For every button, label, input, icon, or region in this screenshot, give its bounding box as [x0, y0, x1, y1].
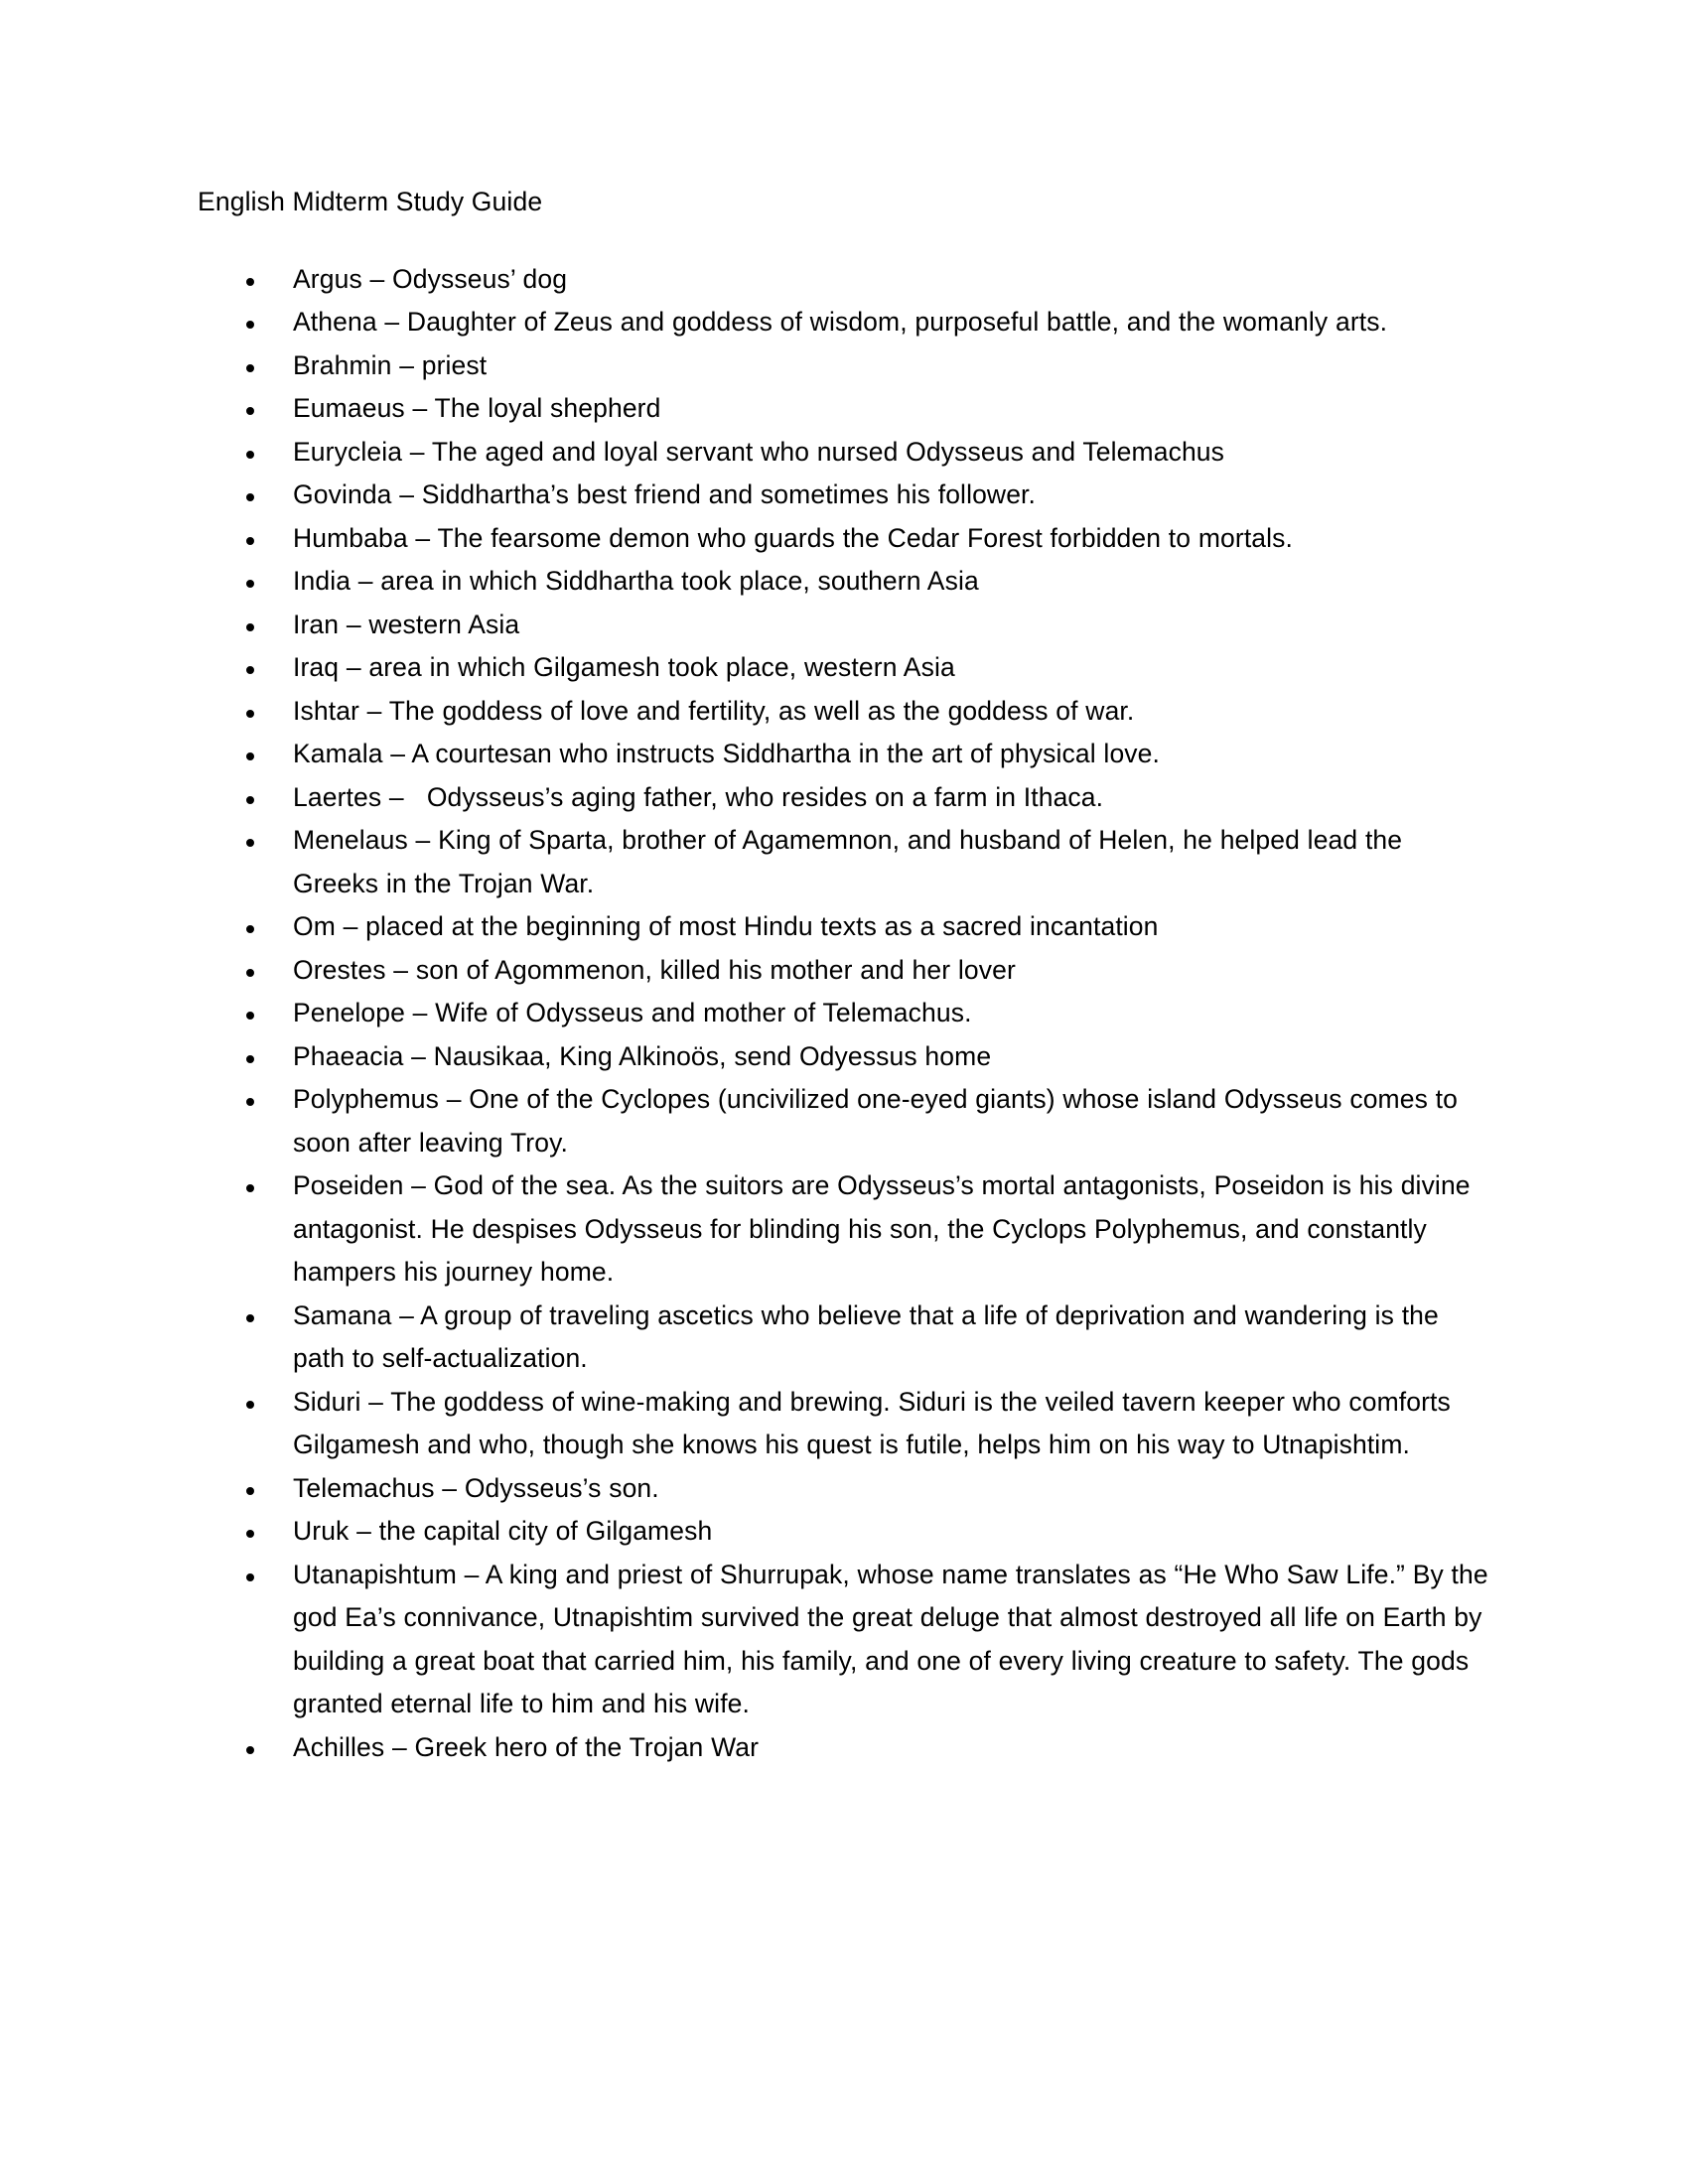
list-item-text: Poseiden – God of the sea. As the suitors are Odysseus’s mortal antagonists, Poseidon is his divine antagonist. He despises Odysseus for blinding his son, the Cyclops Polyphemus, and constantly hampers his journey home.: [293, 1170, 1478, 1287]
list-item: [198, 517, 1488, 561]
list-item: [198, 301, 1488, 344]
list-item-text: Iraq – area in which Gilgamesh took place, western Asia: [293, 652, 955, 682]
list-item-text: Penelope – Wife of Odysseus and mother of Telemachus.: [293, 998, 972, 1027]
list-item: [198, 1295, 1488, 1381]
list-item-text: Athena – Daughter of Zeus and goddess of wisdom, purposeful battle, and the womanly arts.: [293, 307, 1388, 337]
list-item-text: Utanapishtum – A king and priest of Shurrupak, whose name translates as “He Who Saw Life.” By the god Ea’s connivance, Utnapishtim survived the great deluge that almost destroyed all life on Earth by building a great boat that carried him, his family, and one of every living creature to safety. The gods granted eternal life to him and his wife.: [293, 1559, 1496, 1718]
list-item-text: Argus – Odysseus’ dog: [293, 263, 568, 294]
list-item: [198, 344, 1488, 388]
document-body: [198, 187, 1496, 1769]
list-item-text: India – area in which Siddhartha took place, southern Asia: [293, 566, 979, 596]
list-item: [198, 431, 1488, 475]
list-item: [198, 992, 1488, 1035]
list-item-text: Telemachus – Odysseus’s son.: [293, 1472, 659, 1503]
list-item: [198, 1164, 1488, 1295]
list-item: [198, 560, 1488, 604]
list-item: [198, 733, 1488, 776]
title-spacer: [198, 215, 1488, 258]
list-item-text: Eurycleia – The aged and loyal servant who nursed Odysseus and Telemachus: [293, 436, 1225, 467]
list-item: [198, 1510, 1488, 1554]
list-item-text: Ishtar – The goddess of love and fertility, as well as the goddess of war.: [293, 695, 1135, 726]
list-item: [198, 1726, 1488, 1770]
list-item: [198, 776, 1488, 820]
list-item: [198, 1381, 1488, 1467]
list-item: [198, 1554, 1496, 1726]
list-item-text: Phaeacia – Nausikaa, King Alkinoös, send Odyessus home: [293, 1040, 992, 1071]
list-item: [198, 646, 1488, 690]
list-item-text: Humbaba – The fearsome demon who guards the Cedar Forest forbidden to mortals.: [293, 522, 1294, 553]
page-title: English Midterm Study Guide: [198, 187, 543, 216]
list-item-text: Polyphemus – One of the Cyclopes (uncivilized one-eyed giants) whose island Odysseus comes to soon after leaving Troy.: [293, 1084, 1466, 1158]
list-item-text: Eumaeus – The loyal shepherd: [293, 393, 661, 423]
list-item: [198, 819, 1488, 905]
list-item-text: Iran – western Asia: [293, 609, 520, 639]
list-item-text: Laertes – Odysseus’s aging father, who resides on a farm in Ithaca.: [293, 781, 1104, 812]
list-item-text: Achilles – Greek hero of the Trojan War: [293, 1731, 760, 1762]
list-item: [198, 1035, 1488, 1079]
list-item-text: Govinda – Siddhartha’s best friend and sometimes his follower.: [293, 479, 1037, 509]
list-item: [198, 690, 1488, 734]
list-item-text: Menelaus – King of Sparta, brother of Agamemnon, and husband of Helen, he helped lead the Greeks in the Trojan War.: [293, 825, 1410, 898]
list-item-text: Uruk – the capital city of Gilgamesh: [293, 1516, 713, 1546]
list-item-text: Kamala – A courtesan who instructs Siddhartha in the art of physical love.: [293, 739, 1161, 768]
list-item: [198, 387, 1488, 431]
list-item-text: Siduri – The goddess of wine-making and brewing. Siduri is the veiled tavern keeper who comforts Gilgamesh and who, though she knows his quest is futile, helps him on his way to Utnapishtim.: [293, 1386, 1459, 1459]
list-item: [198, 1467, 1488, 1511]
list-item: [198, 949, 1488, 993]
list-item: [198, 905, 1488, 949]
glossary-list: [198, 258, 1496, 1770]
list-item: [198, 258, 1488, 302]
list-item-text: Samana – A group of traveling ascetics who believe that a life of deprivation and wandering is the path to self-actualization.: [293, 1299, 1447, 1373]
list-item-text: Orestes – son of Agommenon, killed his mother and her lover: [293, 954, 1016, 985]
list-item: [198, 474, 1488, 517]
list-item: [198, 1078, 1488, 1164]
list-item-text: Om – placed at the beginning of most Hindu texts as a sacred incantation: [293, 911, 1159, 941]
list-item-text: Brahmin – priest: [293, 349, 488, 380]
list-item: [198, 604, 1488, 647]
